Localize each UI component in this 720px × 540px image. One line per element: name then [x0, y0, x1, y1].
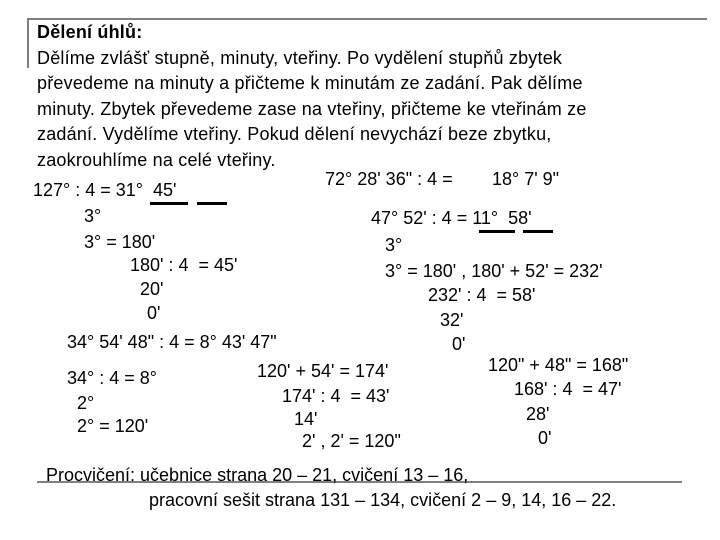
example2-seconds-sum: 120" + 48" = 168": [488, 355, 629, 375]
example1-final-remainder: 0': [147, 303, 161, 323]
example2-conversion: 3° = 180' , 180' + 52' = 232': [385, 261, 603, 281]
example2-final-remainder: 0': [452, 334, 466, 354]
example1-remainder-min: 20': [140, 279, 164, 299]
example3-header: 34° 54' 48" : 4 = 8° 43' 47": [67, 332, 277, 352]
example2-seconds-final: 0': [538, 428, 552, 448]
example2-remainder-min: 32': [440, 310, 464, 330]
example2-seconds-division: 168' : 4 = 47': [514, 379, 622, 399]
intro-line: Dělíme zvlášť stupně, minuty, vteřiny. Po vydělení stupňů zbytek: [37, 47, 563, 68]
example1-remainder-deg: 3°: [84, 206, 102, 226]
practice-line-1: Procvičení: učebnice strana 20 – 21, cvičení 13 – 16,: [46, 465, 469, 485]
example2-result-underline: [479, 230, 515, 233]
example1-equation: 127° : 4 = 31° 45': [33, 180, 177, 200]
example3-seconds-conversion: 2' , 2' = 120": [302, 431, 401, 451]
intro-paragraph: [37, 20, 697, 173]
example2-seconds-remainder: 28': [526, 404, 550, 424]
example3-remainder-deg: 2°: [77, 393, 95, 413]
intro-line: převedeme na minuty a přičteme k minutám ze zadání. Pak dělíme: [37, 73, 583, 93]
example3-conversion: 2° = 120': [77, 416, 149, 436]
intro-line: minuty. Zbytek převedeme zase na vteřiny, přičteme ke vteřinám ze: [37, 98, 587, 119]
example2-remainder-deg: 3°: [385, 235, 403, 255]
example2-header-result: 18° 7' 9": [492, 169, 560, 189]
section-title: Dělení úhlů:: [37, 22, 143, 42]
example2-degrees-division: 47° 52' : 4 = 11° 58': [371, 208, 532, 228]
example1-minutes-division: 180' : 4 = 45': [130, 255, 238, 275]
intro-line: zaokrouhlíme na celé vteřiny.: [37, 149, 276, 170]
example1-conversion: 3° = 180': [84, 232, 156, 252]
example1-result-underline: [197, 202, 227, 205]
example2-header: 72° 28' 36" : 4 =: [325, 169, 453, 189]
frame-left-border: [27, 18, 29, 68]
example3-minutes-sum: 120' + 54' = 174': [257, 361, 389, 381]
example1-result-underline: [150, 202, 188, 205]
practice-line-2: pracovní sešit strana 131 – 134, cvičení 2 – 9, 14, 16 – 22.: [149, 490, 617, 510]
example3-minutes-division: 174' : 4 = 43': [282, 386, 390, 406]
example3-remainder-min: 14': [294, 409, 318, 429]
example2-minutes-division: 232' : 4 = 58': [428, 285, 536, 305]
intro-line: zadání. Vydělíme vteřiny. Pokud dělení nevychází beze zbytku,: [37, 124, 552, 144]
example3-degrees-division: 34° : 4 = 8°: [67, 368, 157, 388]
example2-result-underline: [523, 230, 553, 233]
